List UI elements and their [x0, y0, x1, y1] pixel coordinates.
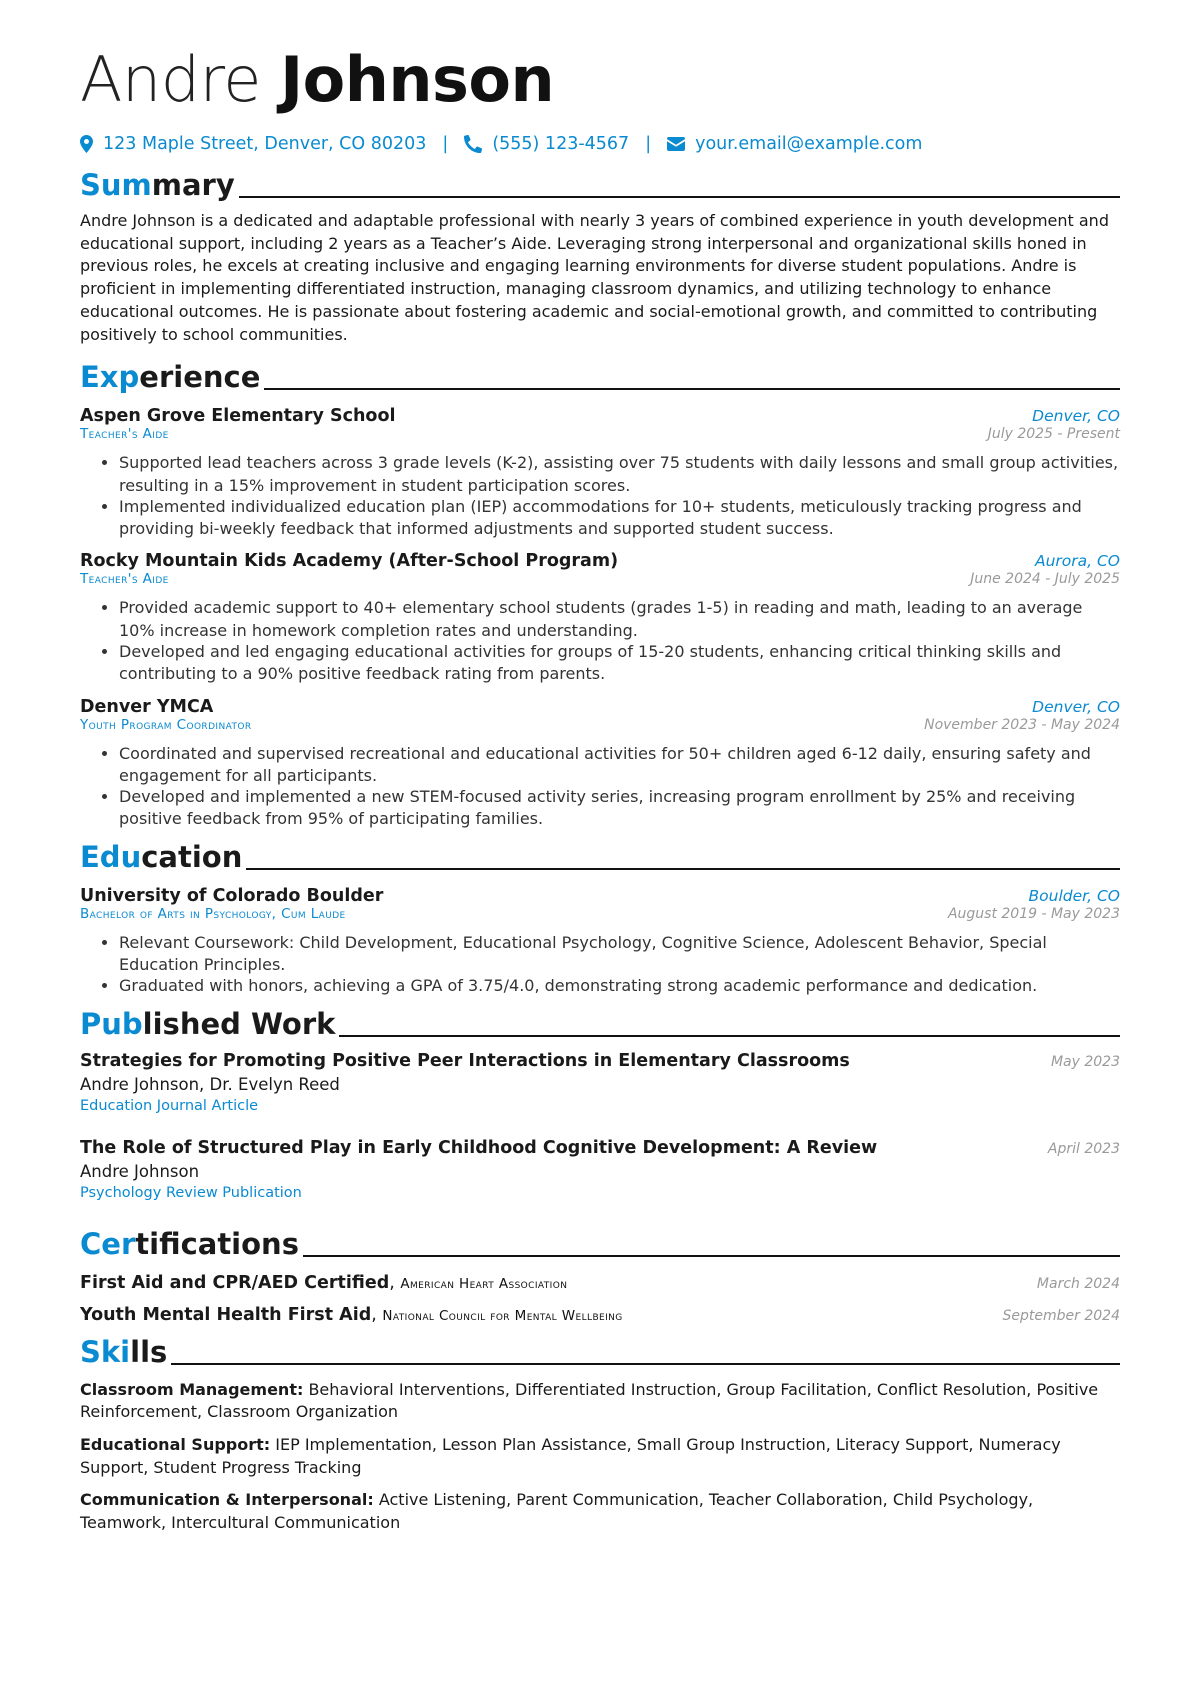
skill-group [80, 1434, 1120, 1479]
skill-label: Communication & Interpersonal: [80, 1490, 374, 1510]
publication-authors: Andre Johnson [80, 1161, 200, 1181]
bullet-item: • Provided academic support to 40+ elementary school students (grades 1-5) in reading and math, leading to an average 10% increase in homework completion rates and understanding. [119, 597, 1120, 642]
contact-address [80, 134, 426, 154]
section-title [80, 840, 242, 874]
contact-separator: | [442, 134, 449, 154]
title-rest: erience [139, 360, 261, 395]
organization-name: Denver YMCA [80, 696, 214, 717]
section-rule [246, 868, 1120, 870]
contact-bar [80, 130, 1120, 158]
title-accent: Ski [80, 1334, 131, 1369]
comma: , [371, 1304, 383, 1325]
contact-phone [464, 134, 629, 154]
certification-issuer: American Heart Association [400, 1275, 568, 1292]
entry-subheader [80, 571, 1120, 587]
skill-label: Educational Support: [80, 1435, 271, 1455]
publication-date: April 2023 [1047, 1140, 1120, 1157]
bullet-item: • Graduated with honors, achieving a GPA of 3.75/4.0, demonstrating strong academic performance and dedication. [119, 975, 1120, 997]
bullet-item: • Coordinated and supervised recreational and educational activities for 50+ children aged 6-12 daily, ensuring safety and engagement for all participants. [119, 743, 1120, 788]
education-heading [80, 836, 1120, 874]
skill-group [80, 1489, 1120, 1534]
skills-heading [80, 1331, 1120, 1369]
bullet-list [80, 452, 1120, 540]
contact-email[interactable] [667, 134, 922, 154]
comma: , [389, 1272, 401, 1293]
publication-title: The Role of Structured Play in Early Childhood Cognitive Development: A Review [80, 1137, 878, 1158]
last-name: Johnson [280, 43, 555, 116]
candidate-name [80, 40, 1120, 120]
school-name: University of Colorado Boulder [80, 885, 384, 906]
bullet-item: • Relevant Coursework: Child Development, Educational Psychology, Cognitive Science, Adolescent Behavior, Special Education Principles. [119, 932, 1120, 977]
section-rule [239, 196, 1120, 198]
experience-heading [80, 356, 1120, 394]
organization-name: Rocky Mountain Kids Academy (After-School Program) [80, 551, 619, 572]
section-rule [171, 1363, 1120, 1365]
job-role: Youth Program Coordinator [80, 716, 252, 733]
email-link[interactable]: your.email@example.com [695, 134, 923, 154]
entry-subheader [80, 717, 1120, 733]
bullet-item: • Developed and led engaging educational activities for groups of 15-20 students, enhancing critical thinking skills and contributing to a 90% positive feedback rating from parents. [119, 641, 1120, 686]
first-name: Andre [80, 43, 261, 116]
entry-subheader [80, 906, 1120, 922]
degree: Bachelor of Arts in Psychology, Cum Laude [80, 905, 346, 922]
title-rest: tifications [135, 1226, 299, 1261]
publication-entry [80, 1138, 1120, 1201]
bullet-item: • Implemented individualized education plan (IEP) accommodations for 10+ students, meticulously tracking progress and providing bi-weekly feedback that informed adjustments and supported student success. [119, 496, 1120, 541]
published-work-heading [80, 1003, 1120, 1041]
publication-venue: Education Journal Article [80, 1097, 259, 1114]
phone-text: (555) 123-4567 [492, 134, 630, 154]
section-rule [303, 1255, 1120, 1257]
skill-list: Active Listening, Parent Communication, Teacher Collaboration, Child Psychology, Teamwork, Intercultural Communication [80, 1490, 1034, 1533]
experience-entry [80, 551, 1120, 685]
publication-title: Strategies for Promoting Positive Peer Interactions in Elementary Classrooms [80, 1050, 850, 1071]
bullet-item: • Developed and implemented a new STEM-focused activity series, increasing program enrollment by 25% and receiving positive feedback from 95% of participating families. [119, 786, 1120, 831]
summary-heading [80, 164, 1120, 202]
organization-name: Aspen Grove Elementary School [80, 406, 396, 427]
section-title [80, 1227, 299, 1261]
certification-text [80, 1273, 567, 1293]
section-rule [339, 1035, 1120, 1037]
entry-date: August 2019 - May 2023 [947, 905, 1120, 922]
publication-header [80, 1051, 1120, 1071]
title-rest: lls [130, 1334, 168, 1369]
title-accent: Sum [80, 168, 152, 202]
bullet-list [80, 743, 1120, 831]
entry-header [80, 886, 1120, 906]
entry-subheader [80, 426, 1120, 442]
title-accent: Pub [80, 1006, 143, 1041]
certification-issuer: National Council for Mental Wellbeing [382, 1307, 623, 1324]
skill-group [80, 1379, 1120, 1424]
title-accent: Cer [80, 1226, 136, 1261]
entry-header [80, 406, 1120, 426]
certification-date: March 2024 [1036, 1275, 1120, 1292]
entry-date: November 2023 - May 2024 [924, 716, 1120, 733]
skill-list: Behavioral Interventions, Differentiated Instruction, Group Facilitation, Conflict Resolution, Positive Reinforcement, Classroom Organization [80, 1379, 1099, 1422]
publication-authors: Andre Johnson, Dr. Evelyn Reed [80, 1074, 340, 1094]
entry-date: June 2024 - July 2025 [970, 571, 1120, 588]
section-title [80, 168, 235, 202]
entry-location: Aurora, CO [1034, 552, 1120, 571]
publication-header [80, 1138, 1120, 1158]
envelope-icon [667, 137, 685, 151]
contact-separator: | [645, 134, 652, 154]
certification-name: First Aid and CPR/AED Certified [80, 1272, 390, 1293]
entry-location: Denver, CO [1032, 697, 1120, 716]
entry-header [80, 697, 1120, 717]
entry-date: July 2025 - Present [987, 426, 1120, 443]
map-marker-icon [80, 135, 93, 153]
skill-list: IEP Implementation, Lesson Plan Assistance, Small Group Instruction, Literacy Support, Numeracy Support, Student Progress Tracking [80, 1435, 1061, 1477]
section-rule [264, 388, 1120, 390]
certification-entry [80, 1273, 1120, 1293]
section-title [80, 360, 260, 394]
summary-text: Andre Johnson is a dedicated and adaptable professional with nearly 3 years of combined experience in youth development and educational support, including 2 years as a Teacher’s Aide. Leveraging strong interpersonal and organizational skills honed in previous roles, he excels at creating inclusive and engaging learning environments for diverse student populations. Andre is proficient in implementing differentiated instruction, managing classroom dynamics, and utilizing technology to enhance educational outcomes. He is passionate about fostering academic and social-emotional growth, and committed to contributing positively to school communities. [80, 211, 1109, 344]
experience-entry [80, 697, 1120, 831]
title-rest: lished Work [142, 1006, 336, 1041]
job-role: Teacher's Aide [80, 426, 169, 443]
certification-text [80, 1305, 623, 1325]
bullet-list [80, 932, 1120, 998]
title-rest: cation [141, 839, 243, 874]
title-accent: Exp [80, 360, 140, 395]
title-accent: Edu [80, 839, 142, 874]
experience-entry [80, 406, 1120, 540]
publication-entry [80, 1051, 1120, 1114]
section-title [80, 1335, 167, 1369]
certification-name: Youth Mental Health First Aid [80, 1304, 372, 1325]
entry-header [80, 551, 1120, 571]
entry-location: Denver, CO [1032, 407, 1120, 426]
title-rest: mary [151, 168, 235, 202]
certification-date: September 2024 [1002, 1307, 1120, 1324]
skill-label: Classroom Management: [80, 1379, 304, 1399]
resume-page [80, 40, 1120, 1535]
publication-venue: Psychology Review Publication [80, 1184, 302, 1201]
job-role: Teacher's Aide [80, 571, 169, 588]
education-entry [80, 886, 1120, 998]
section-title [80, 1007, 335, 1041]
phone-icon [464, 135, 482, 153]
bullet-list [80, 597, 1120, 685]
certifications-heading [80, 1223, 1120, 1261]
entry-location: Boulder, CO [1028, 886, 1120, 905]
publication-date: May 2023 [1050, 1053, 1120, 1070]
certification-entry [80, 1305, 1120, 1325]
address-text: 123 Maple Street, Denver, CO 80203 [103, 134, 427, 154]
bullet-item: • Supported lead teachers across 3 grade levels (K-2), assisting over 75 students with daily lessons and small group activities, resulting in a 15% improvement in student participation scores. [119, 452, 1120, 497]
